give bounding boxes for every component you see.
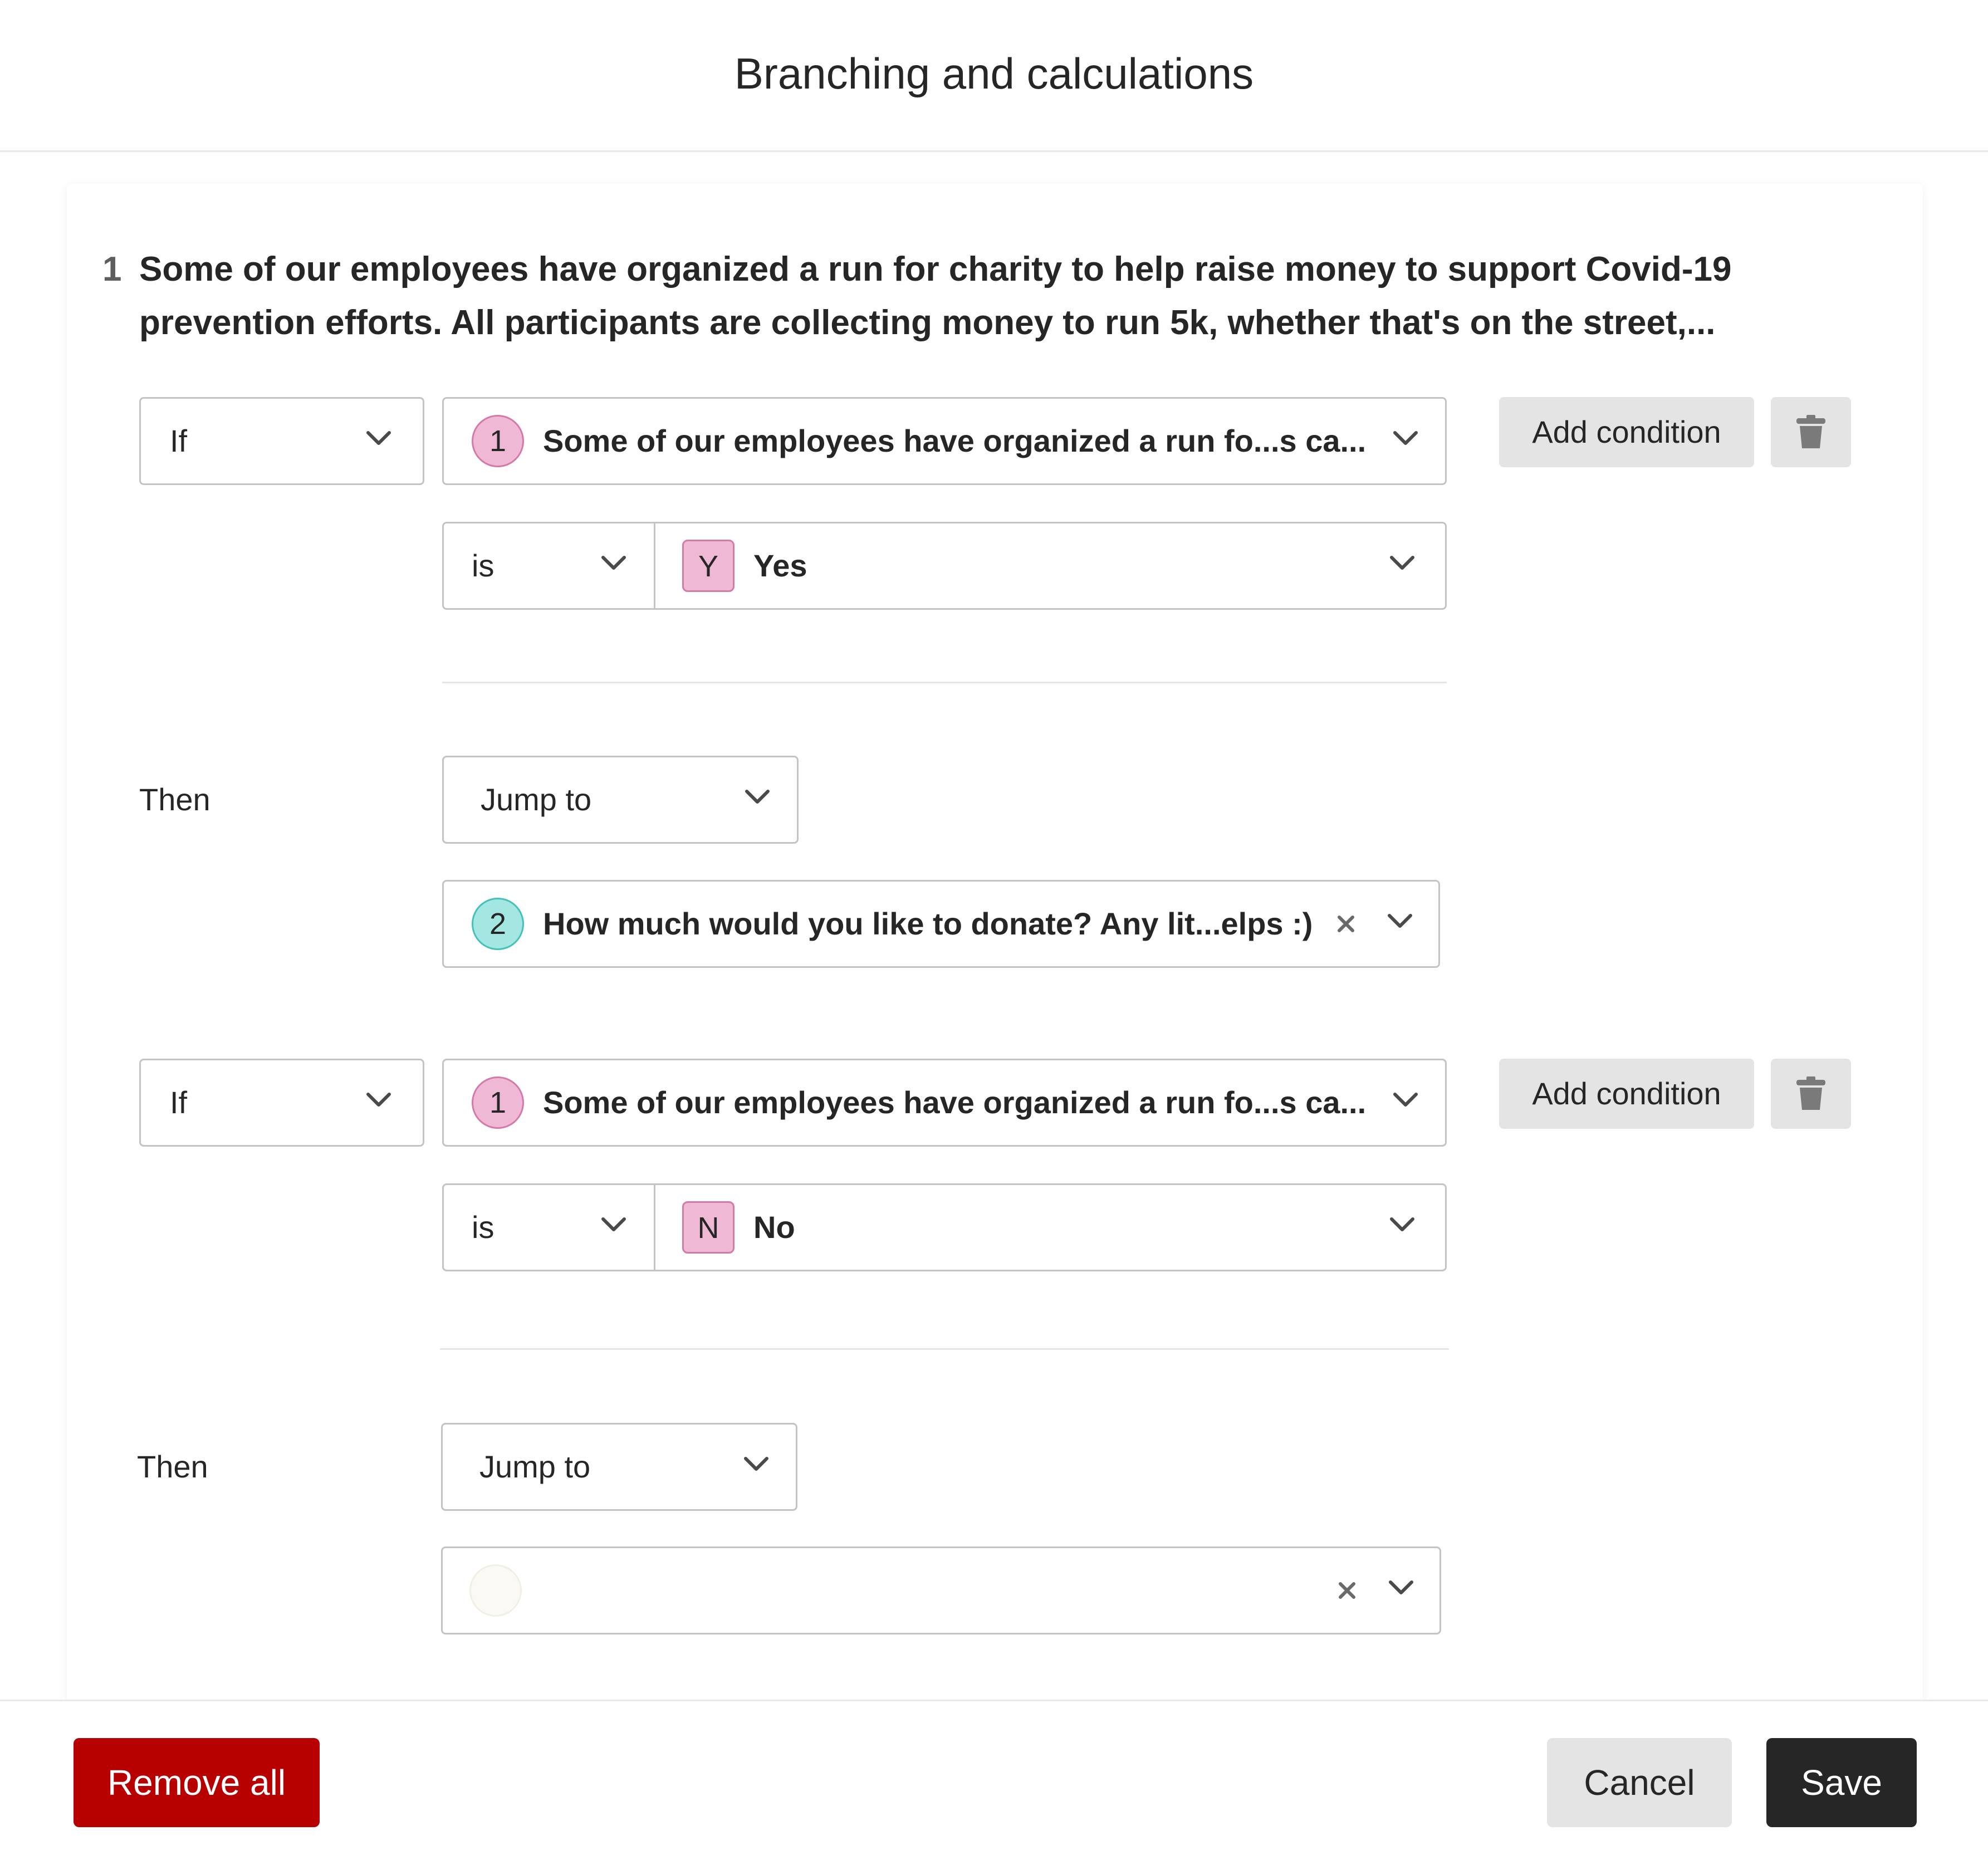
operator-select[interactable] <box>444 1185 655 1270</box>
delete-rule-button[interactable] <box>1771 1059 1851 1129</box>
answer-letter-badge: Y <box>682 540 735 592</box>
target-question-select[interactable] <box>442 880 1440 968</box>
target-question-select[interactable] <box>441 1546 1441 1634</box>
question-text-line1: Some of our employees have organized a run for charity to help raise money to support Covid-19 <box>139 250 1732 288</box>
if-select-label: If <box>170 1085 188 1120</box>
trash-icon <box>1792 415 1830 449</box>
chevron-down-icon <box>601 1185 629 1270</box>
chevron-down-icon <box>1389 1185 1417 1270</box>
question-number: 1 <box>102 250 122 288</box>
target-question-label: How much would you like to donate? Any lit...elps :) <box>543 906 1313 941</box>
save-button[interactable]: Save <box>1766 1738 1917 1827</box>
divider <box>440 1348 1449 1350</box>
target-number-badge: 2 <box>472 898 524 950</box>
chevron-down-icon <box>601 523 629 608</box>
question-text <box>139 243 1810 350</box>
action-select[interactable] <box>441 1423 797 1511</box>
chevron-down-icon <box>1387 882 1415 966</box>
operator-label: is <box>472 548 494 583</box>
target-number-badge <box>469 1564 522 1617</box>
answer-label: No <box>753 1210 795 1245</box>
question-select[interactable] <box>442 397 1447 485</box>
answer-select[interactable] <box>655 1185 1445 1270</box>
condition-select <box>442 1183 1447 1271</box>
chevron-down-icon <box>1393 1060 1421 1145</box>
trash-icon <box>1792 1076 1830 1111</box>
then-label: Then <box>137 1449 208 1484</box>
clear-x-icon[interactable] <box>1336 1579 1358 1602</box>
remove-all-button[interactable]: Remove all <box>74 1738 320 1827</box>
chevron-down-icon <box>1393 399 1421 483</box>
if-select[interactable] <box>139 1059 424 1147</box>
answer-letter-badge: N <box>682 1201 735 1254</box>
action-label: Jump to <box>481 782 592 817</box>
chevron-down-icon <box>366 399 394 483</box>
chevron-down-icon <box>1389 523 1417 608</box>
add-condition-button[interactable]: Add condition <box>1499 1059 1754 1129</box>
chevron-down-icon <box>745 757 772 842</box>
delete-rule-button[interactable] <box>1771 397 1851 467</box>
operator-label: is <box>472 1210 494 1245</box>
action-label: Jump to <box>479 1449 591 1484</box>
modal-title: Branching and calculations <box>734 49 1254 98</box>
chevron-down-icon <box>366 1060 394 1145</box>
question-select[interactable] <box>442 1059 1447 1147</box>
add-condition-button[interactable]: Add condition <box>1499 397 1754 467</box>
operator-select[interactable] <box>444 523 655 608</box>
question-select-label: Some of our employees have organized a run fo...s ca... <box>543 423 1367 458</box>
chevron-down-icon <box>743 1425 771 1509</box>
if-select[interactable] <box>139 397 424 485</box>
clear-x-icon[interactable] <box>1335 913 1357 935</box>
chevron-down-icon <box>1388 1548 1416 1633</box>
answer-select[interactable] <box>655 523 1445 608</box>
question-text-line2: prevention efforts. All participants are collecting money to run 5k, whether that's on the street,... <box>139 304 1716 342</box>
action-select[interactable] <box>442 756 799 844</box>
then-label: Then <box>139 782 210 817</box>
if-select-label: If <box>170 423 188 458</box>
divider <box>442 682 1447 683</box>
question-number-badge: 1 <box>472 1076 524 1129</box>
condition-select <box>442 522 1447 610</box>
answer-label: Yes <box>753 548 807 583</box>
cancel-button[interactable]: Cancel <box>1547 1738 1732 1827</box>
question-select-label: Some of our employees have organized a run fo...s ca... <box>543 1085 1367 1120</box>
question-number-badge: 1 <box>472 415 524 467</box>
